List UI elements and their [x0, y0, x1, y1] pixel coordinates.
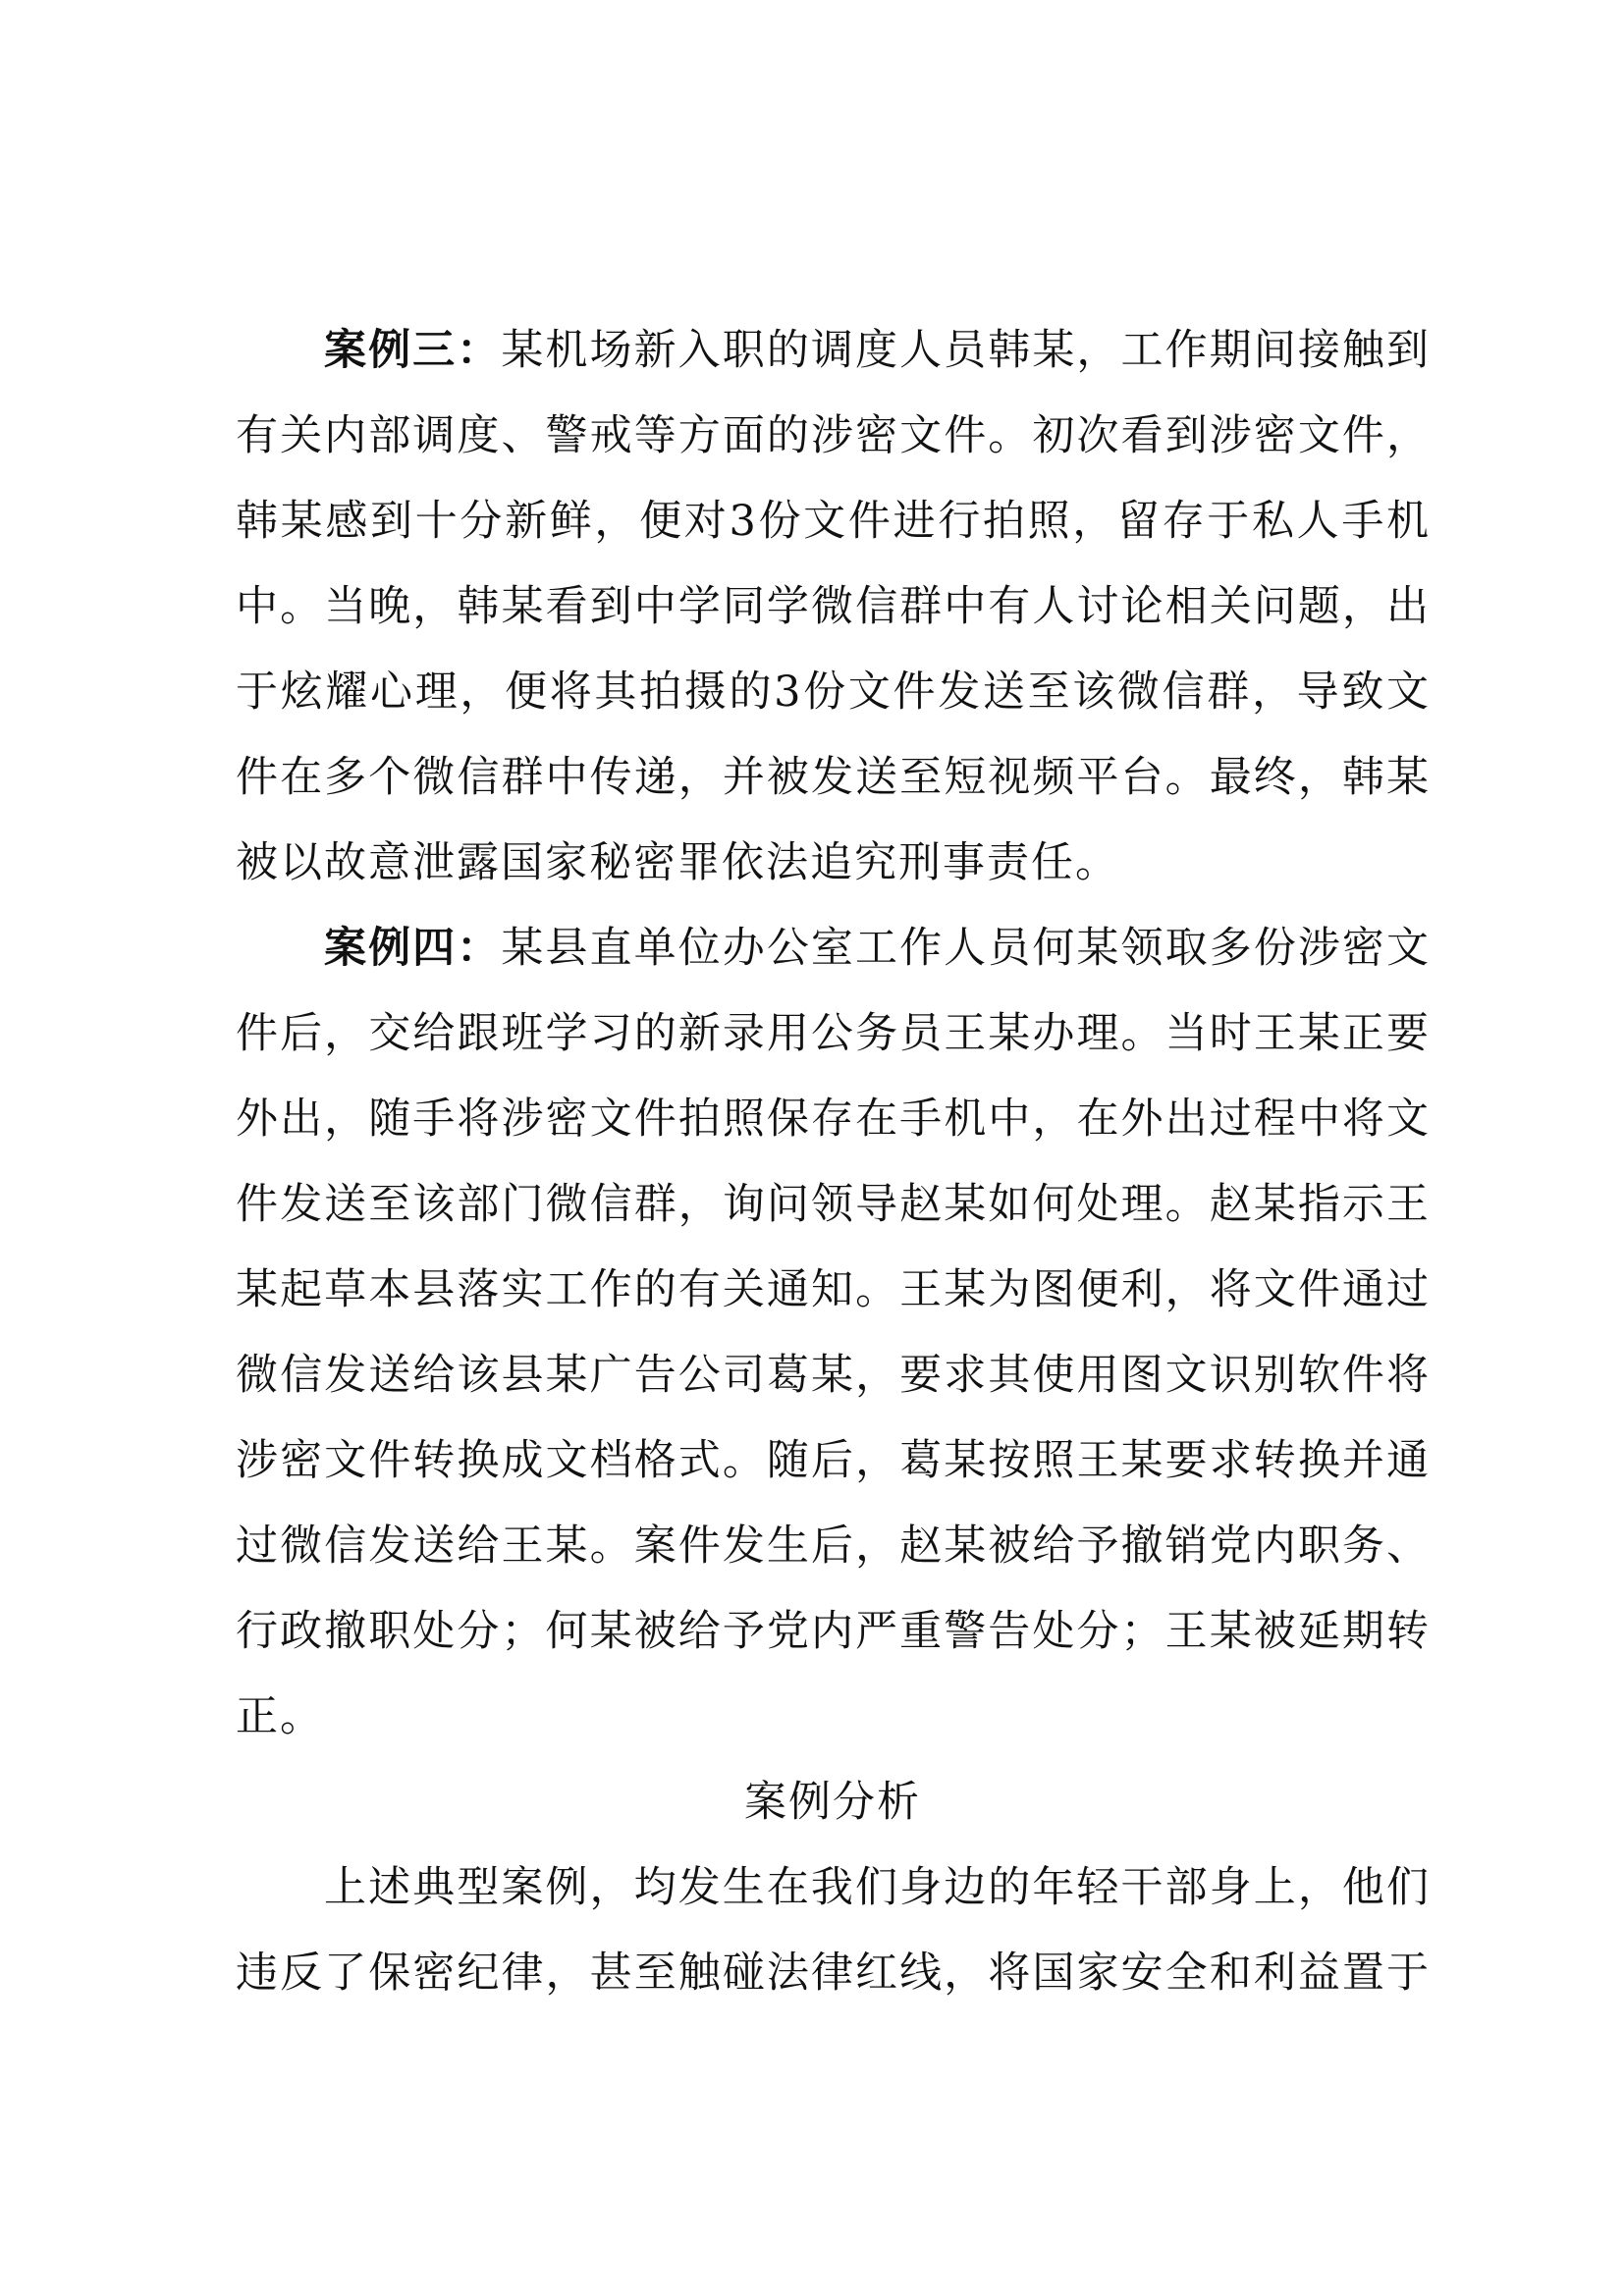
case4-line: 正。	[236, 1692, 324, 1741]
case3-line-1	[236, 308, 1430, 394]
case4-text: 某县直单位办公室工作人员何某领取多份涉密文	[501, 924, 1431, 973]
case4-line: 涉密文件转换成文档格式。随后，葛某按照王某要求转换并通	[236, 1436, 1430, 1485]
case4-lead: 案例四：	[324, 924, 502, 973]
case4-line: 过微信发送给王某。案件发生后，赵某被给予撤销党内职务、	[236, 1522, 1430, 1571]
case3-line: 中。当晚，韩某看到中学同学微信群中有人讨论相关问题，出	[236, 582, 1430, 631]
document-body	[236, 308, 1430, 2016]
case3-line: 件在多个微信群中传递，并被发送至短视频平台。最终，韩某	[236, 753, 1430, 802]
case4-line: 某起草本县落实工作的有关通知。王某为图便利，将文件通过	[236, 1265, 1430, 1314]
analysis-line: 上述典型案例，均发生在我们身边的年轻干部身上，他们	[324, 1863, 1430, 1912]
case4-line: 微信发送给该县某广告公司葛某，要求其使用图文识别软件将	[236, 1351, 1430, 1400]
case4-line-1	[236, 906, 1430, 991]
case3-lead: 案例三：	[324, 326, 502, 375]
case4-line: 外出，随手将涉密文件拍照保存在手机中，在外出过程中将文	[236, 1095, 1430, 1144]
analysis-line: 违反了保密纪律，甚至触碰法律红线，将国家安全和利益置于	[236, 1949, 1430, 1998]
case3-line: 被以故意泄露国家秘密罪依法追究刑事责任。	[236, 838, 1119, 887]
analysis-heading: 案例分析	[744, 1778, 921, 1827]
case4-line: 件发送至该部门微信群，询问领导赵某如何处理。赵某指示王	[236, 1180, 1430, 1229]
case3-line: 有关内部调度、警戒等方面的涉密文件。初次看到涉密文件，	[236, 411, 1430, 460]
case4-line: 行政撤职处分；何某被给予党内严重警告处分；王某被延期转	[236, 1607, 1430, 1656]
case3-line: 于炫耀心理，便将其拍摄的3份文件发送至该微信群，导致文	[236, 667, 1430, 717]
case4-line: 件后，交给跟班学习的新录用公务员王某办理。当时王某正要	[236, 1009, 1430, 1058]
case3-text: 某机场新入职的调度人员韩某，工作期间接触到	[501, 326, 1431, 375]
case3-line: 韩某感到十分新鲜，便对3份文件进行拍照，留存于私人手机	[236, 497, 1430, 546]
